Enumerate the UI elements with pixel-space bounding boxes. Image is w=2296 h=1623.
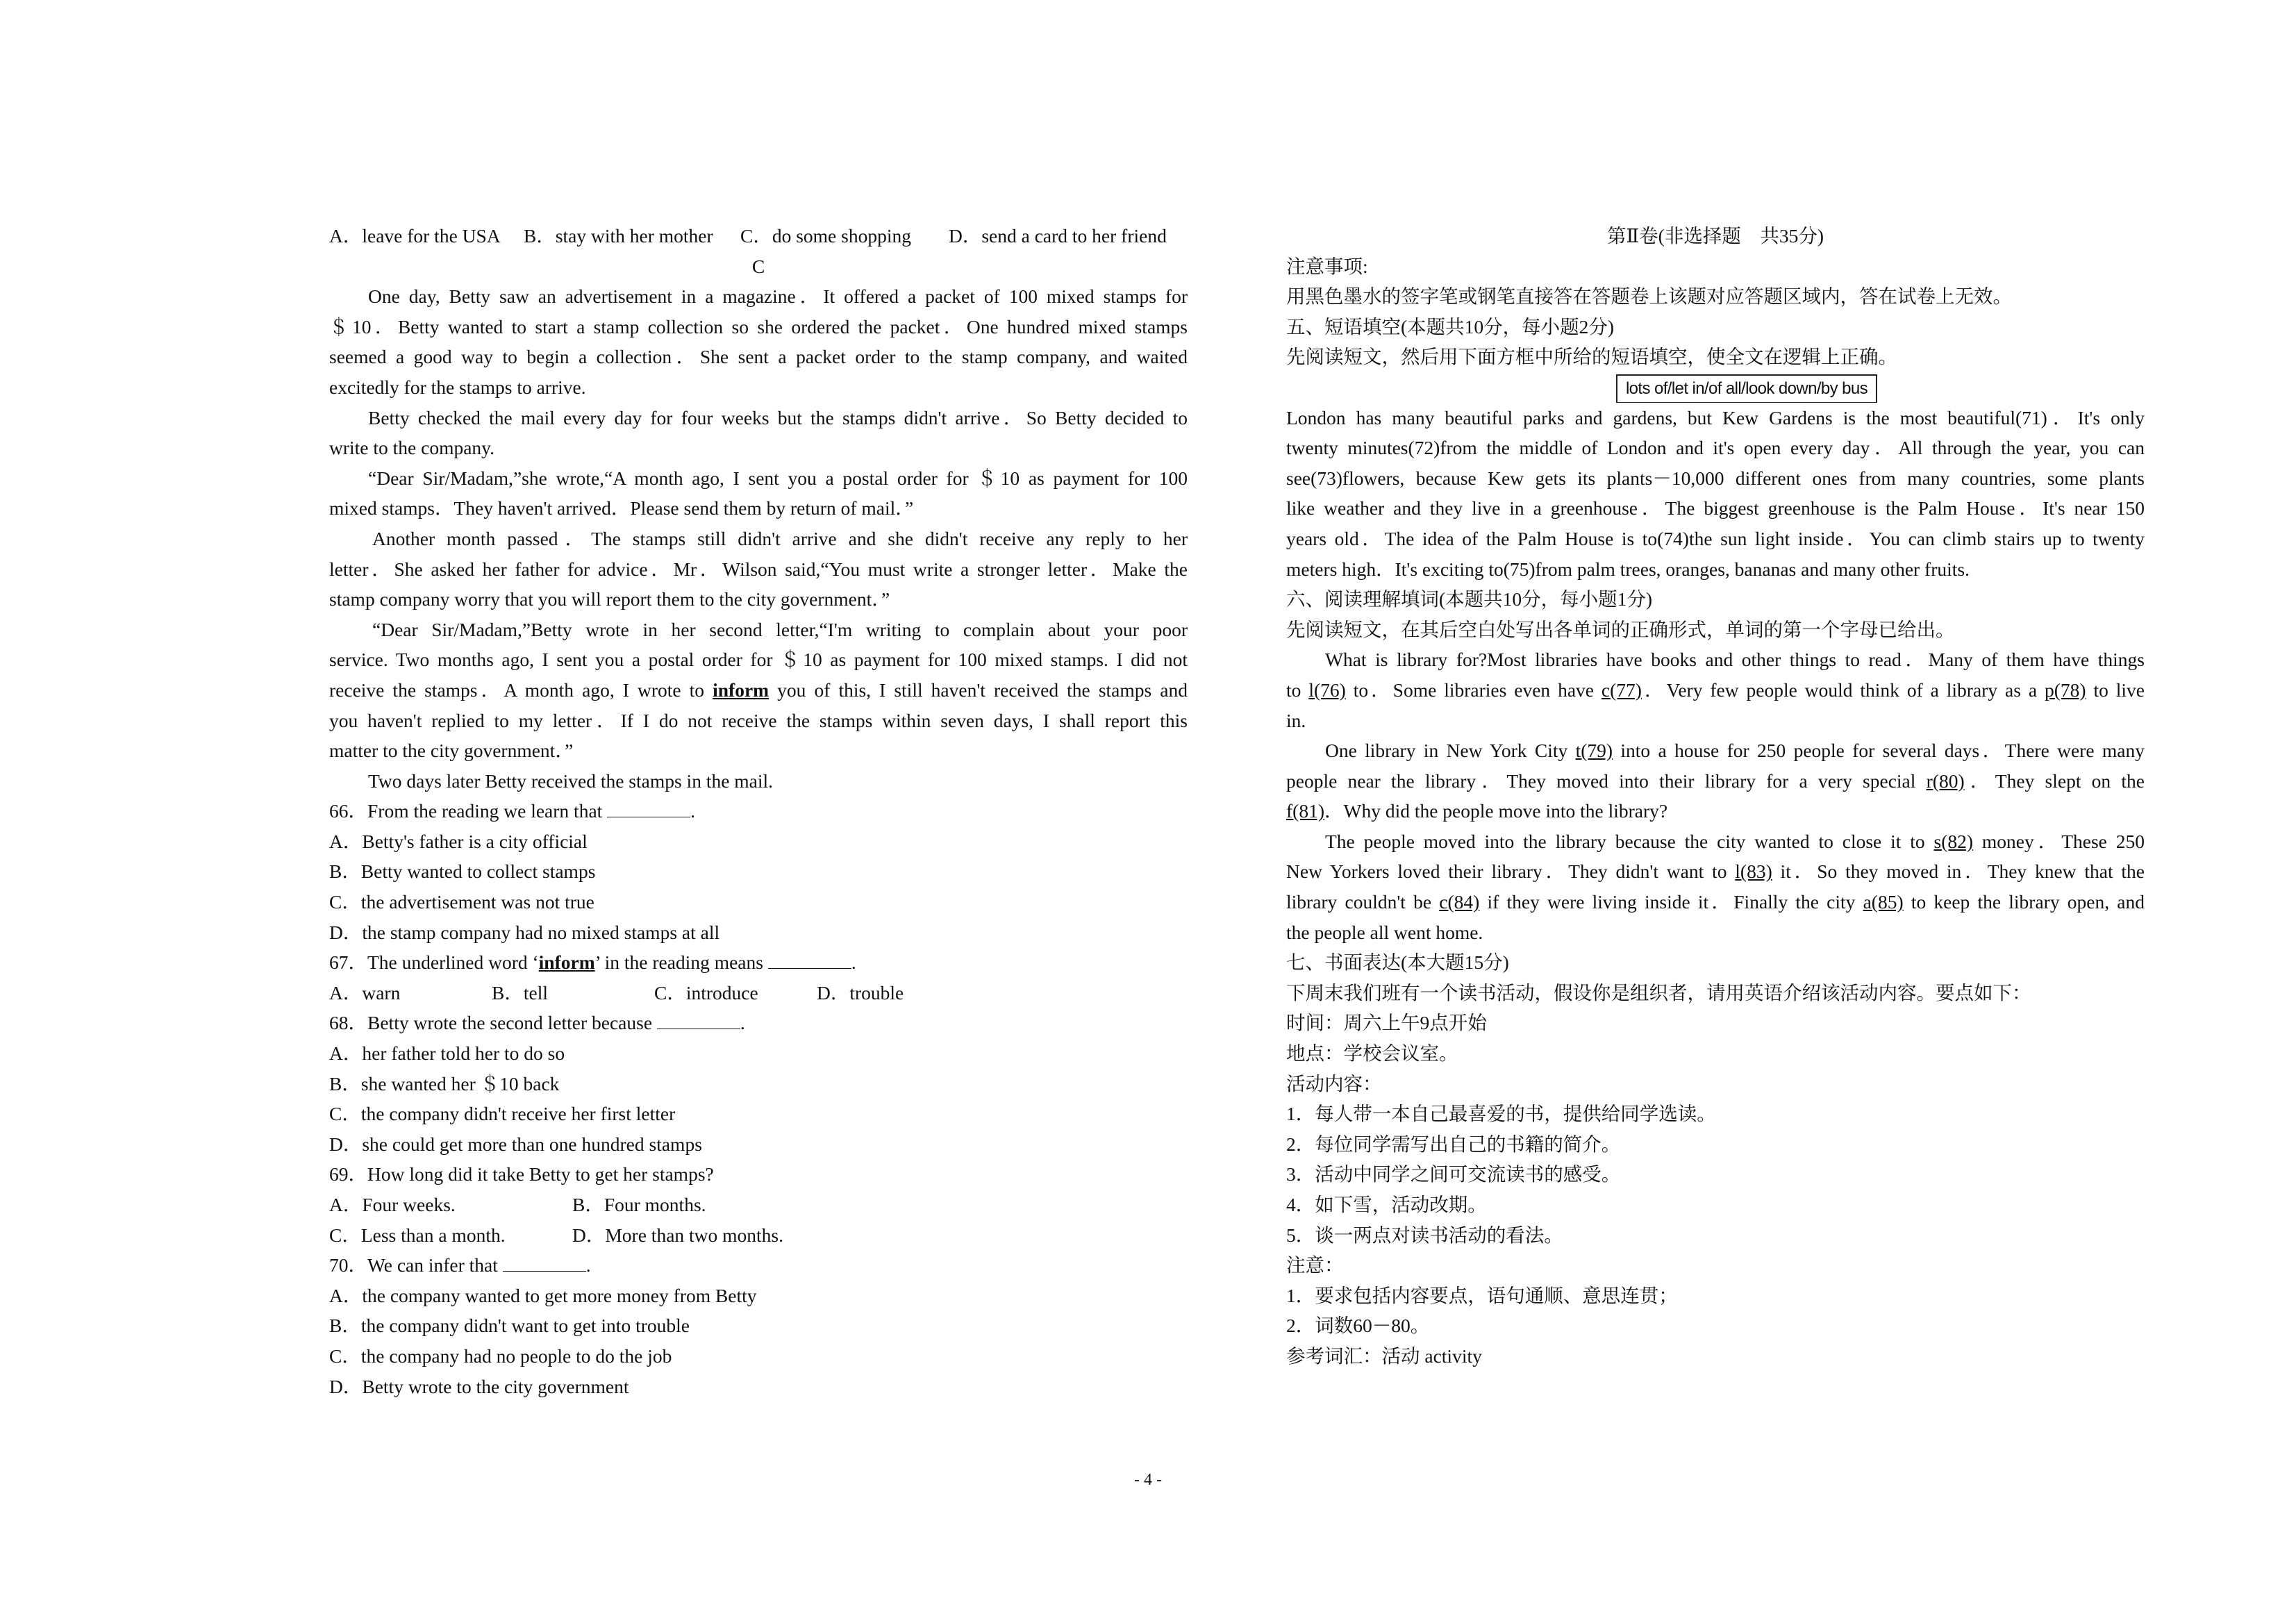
activity-content-title: 活动内容：: [1286, 1072, 1382, 1095]
left-column: [329, 221, 1188, 1401]
question-69: [329, 1159, 1188, 1250]
text-line: seemed a good way to begin a collection．She sent a packet order to the stamp company, and waited: [329, 346, 1188, 368]
passage-paragraph-4: [329, 524, 1188, 615]
text-line: service. Two months ago, I sent you a postal order for ＄10 as payment for 100 mixed stamps. I did not: [329, 649, 1188, 671]
phrase-box: lots of/let in/of all/look down/by bus: [1616, 374, 1877, 403]
fill-blank-76: l(76): [1308, 679, 1346, 701]
passage-paragraph-2: [329, 403, 1188, 463]
section-5-instruction: 先阅读短文，然后用下面方框中所给的短语填空，使全文在逻辑上正确。: [1286, 346, 1897, 368]
underlined-word: inform: [713, 679, 770, 701]
text-line: excitedly for the stamps to arrive.: [329, 376, 586, 398]
activity-item: 1．每人带一本自己最喜爱的书，提供给同学选读。: [1286, 1103, 1716, 1125]
option-c: C．the advertisement was not true: [329, 891, 594, 913]
passage-paragraph-6: Two days later Betty received the stamps in the mail.: [368, 769, 774, 792]
option-a: A．the company wanted to get more money from Betty: [329, 1284, 757, 1306]
text-line: matter to the city government．”: [329, 740, 574, 762]
option-d: D．the stamp company had no mixed stamps at all: [329, 921, 720, 943]
writing-note: 1．要求包括内容要点，语句通顺、意思连贯；: [1286, 1284, 1678, 1306]
text-line: twenty minutes(72)from the middle of London and it's open every day．All through the year, you can: [1286, 437, 2145, 459]
activity-item: 3．活动中同学之间可交流读书的感受。: [1286, 1163, 1621, 1185]
option-a: A．her father told her to do so: [329, 1042, 565, 1065]
text-line: Betty checked the mail every day for four weeks but the stamps didn't arrive．So Betty decided to: [368, 406, 1188, 428]
text-line: New Yorkers loved their library．They didn't want to l(83) it．So they moved in．They knew that the: [1286, 860, 2145, 883]
passage-paragraph-3: [329, 463, 1188, 524]
right-column: [1286, 221, 2145, 1372]
text-line: f(81)．Why did the people move into the library?: [1286, 800, 1668, 822]
page-number: - 4 -: [1134, 1471, 1162, 1489]
notes-text: 用黑色墨水的签字笔或钢笔直接答在答题卷上该题对应答题区域内，答在试卷上无效。: [1286, 285, 2012, 308]
section-title: 第Ⅱ卷(非选择题 共35分): [1606, 225, 1824, 247]
option-c: C．the company had no people to do the job: [329, 1345, 672, 1367]
text-line: write to the company.: [329, 437, 495, 459]
section-6-passage: [1286, 644, 2145, 947]
text-line: What is library for?Most libraries have books and other things to read．Many of them have things: [1325, 649, 2145, 671]
underlined-word: inform: [538, 951, 595, 974]
option-d: D．send a card to her friend: [949, 225, 1167, 247]
question-stem: 68．Betty wrote the second letter because .: [329, 1012, 745, 1034]
activity-item: 2．每位同学需写出自己的书籍的简介。: [1286, 1133, 1621, 1155]
question-68: [329, 1008, 1188, 1159]
activity-item: 5．谈一两点对读书活动的看法。: [1286, 1224, 1563, 1246]
option-c: C．do some shopping: [740, 225, 911, 247]
options-row: [329, 1220, 1188, 1251]
writing-notes-title: 注意：: [1286, 1254, 1344, 1276]
options-row: [329, 1190, 1188, 1220]
option-a: A．Four weeks.: [329, 1194, 456, 1215]
section-6-instruction: 先阅读短文，在其后空白处写出各单词的正确形式，单词的第一个字母已给出。: [1286, 618, 1955, 640]
text-line: “Dear Sir/Madam,”Betty wrote in her second letter,“I'm writing to complain about your poor: [372, 618, 1188, 640]
option-b: B．tell: [492, 981, 548, 1004]
section-6-title: 六、阅读理解填词(本题共10分，每小题1分): [1286, 588, 1653, 610]
section-7-intro: 下周末我们班有一个读书活动，假设你是组织者，请用英语介绍该活动内容。要点如下：: [1286, 981, 2031, 1004]
fill-blank-84: c(84): [1439, 891, 1480, 913]
option-b: B．Four months.: [572, 1194, 706, 1215]
option-c: C．introduce: [654, 981, 758, 1004]
question-stem: 69．How long did it take Betty to get her stamps?: [329, 1163, 714, 1185]
question-67: [329, 947, 1188, 1008]
section-5-passage: [1286, 403, 2145, 585]
text-line: library couldn't be c(84) if they were living inside it．Finally the city a(85) to keep the library open, and: [1286, 891, 2145, 913]
text-line: One day, Betty saw an advertisement in a magazine．It offered a packet of 100 mixed stamps for: [368, 285, 1188, 308]
fill-blank-83: l(83): [1735, 860, 1772, 883]
text-line: mixed stamps．They haven't arrived．Please send them by return of mail．”: [329, 497, 914, 519]
question-stem: 66．From the reading we learn that .: [329, 800, 696, 822]
question-70: [329, 1250, 1188, 1401]
text-line: ＄10．Betty wanted to start a stamp collection so she ordered the packet．One hundred mixed stamps: [329, 315, 1188, 338]
answer-blank: [503, 1254, 586, 1272]
option-d: D．she could get more than one hundred stamps: [329, 1133, 702, 1155]
text-line: receive the stamps．A month ago, I wrote to inform you of this, I still haven't received the stamps and: [329, 679, 1188, 701]
fill-blank-82: s(82): [1933, 830, 1974, 852]
writing-note: 2．词数60－80。: [1286, 1315, 1430, 1337]
fill-blank-85: a(85): [1863, 891, 1904, 913]
answer-blank: [657, 1012, 740, 1029]
fill-blank-79: t(79): [1575, 740, 1613, 762]
option-b: B．she wanted her ＄10 back: [329, 1072, 560, 1095]
section-5-title: 五、短语填空(本题共10分，每小题2分): [1286, 315, 1615, 338]
text-line: see(73)flowers, because Kew gets its plants－10,000 different ones from many countries, some plants: [1286, 467, 2145, 489]
text-line: the people all went home.: [1286, 921, 1483, 943]
text-line: stamp company worry that you will report them to the city government．”: [329, 588, 890, 610]
section-7-title: 七、书面表达(本大题15分): [1286, 951, 1509, 974]
option-d: D．Betty wrote to the city government: [329, 1375, 629, 1397]
fill-blank-78: p(78): [2044, 679, 2086, 701]
options-row: [329, 978, 1188, 1008]
text-line: The people moved into the library because the city wanted to close it to s(82) money．These 250: [1325, 830, 2145, 852]
option-a: A．leave for the USA: [329, 225, 501, 247]
fill-blank-77: c(77): [1601, 679, 1642, 701]
text-line: letter．She asked her father for advice．Mr．Wilson said,“You must write a stronger letter．Make the: [329, 558, 1188, 580]
text-line: “Dear Sir/Madam,”she wrote,“A month ago, I sent you a postal order for ＄10 as payment for 100: [368, 467, 1188, 489]
option-c: C．Less than a month.: [329, 1224, 506, 1246]
answer-blank: [607, 800, 690, 817]
text-line: One library in New York City t(79) into a house for 250 people for several days．There were many: [1325, 740, 2145, 762]
prev-question-options: [329, 221, 1188, 251]
option-c: C．the company didn't receive her first letter: [329, 1103, 676, 1125]
passage-paragraph-1: [329, 281, 1188, 402]
option-d: D．trouble: [817, 981, 904, 1004]
question-stem: 70．We can infer that .: [329, 1254, 591, 1276]
option-a: A．Betty's father is a city official: [329, 830, 588, 852]
text-line: people near the library．They moved into their library for a very special r(80)．They slept on the: [1286, 769, 2145, 792]
text-line: meters high．It's exciting to(75)from palm trees, oranges, bananas and many other fruits.: [1286, 558, 1970, 580]
passage-letter: C: [751, 255, 765, 277]
passage-paragraph-5: [329, 615, 1188, 766]
option-d: D．More than two months.: [572, 1224, 784, 1246]
fill-blank-80: r(80): [1926, 769, 1965, 792]
text-line: Another month passed．The stamps still didn't arrive and she didn't receive any reply to her: [372, 527, 1188, 549]
option-b: B．Betty wanted to collect stamps: [329, 860, 596, 883]
question-66: [329, 796, 1188, 947]
question-stem: 67．The underlined word ‘inform’ in the reading means .: [329, 951, 856, 974]
text-line: to l(76) to．Some libraries even have c(77)．Very few people would think of a library as a p(78) to live: [1286, 679, 2145, 701]
option-b: B．the company didn't want to get into trouble: [329, 1315, 690, 1337]
activity-item: 4．如下雪，活动改期。: [1286, 1194, 1487, 1215]
text-line: years old．The idea of the Palm House is to(74)the sun light inside．You can climb stairs up to twenty: [1286, 527, 2145, 549]
activity-time: 时间：周六上午9点开始: [1286, 1012, 1487, 1034]
text-line: in.: [1286, 709, 1306, 731]
reference-vocabulary: 参考词汇：活动 activity: [1286, 1345, 1482, 1367]
activity-place: 地点：学校会议室。: [1286, 1042, 1458, 1065]
notes-title: 注意事项:: [1286, 255, 1368, 277]
text-line: like weather and they live in a greenhouse．The biggest greenhouse is the Palm House．It's near 150: [1286, 497, 2145, 519]
answer-blank: [768, 951, 851, 969]
text-line: you haven't replied to my letter．If I do not receive the stamps within seven days, I shall report this: [329, 709, 1188, 731]
phrase-box-row: [1286, 372, 2145, 403]
option-b: B．stay with her mother: [524, 225, 713, 247]
option-a: A．warn: [329, 981, 401, 1004]
text-line: London has many beautiful parks and gardens, but Kew Gardens is the most beautiful(71)．It's only: [1286, 406, 2145, 428]
fill-blank-81: f(81): [1286, 800, 1324, 822]
